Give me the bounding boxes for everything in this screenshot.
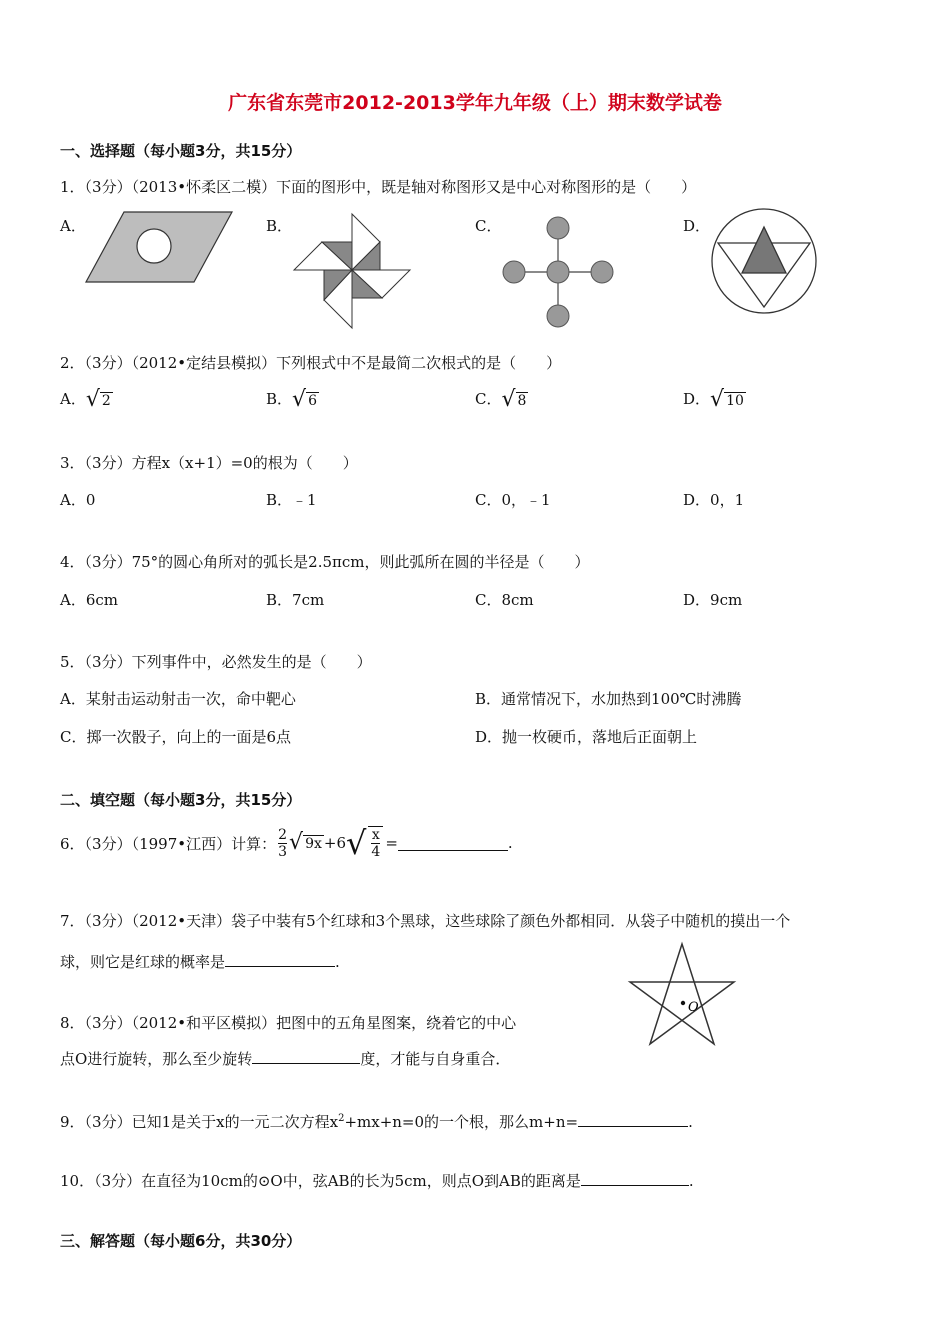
question-7-line-2 (60, 951, 340, 972)
q1-option-b-label: B． (266, 217, 293, 235)
q4-option-b: B．7cm (266, 591, 325, 609)
q2-option-b (266, 388, 319, 411)
cross-dots-figure (500, 214, 616, 330)
radical-sign-icon: √ (501, 387, 516, 412)
section-heading-choice: 一、选择题（每小题3分，共15分） (60, 142, 302, 160)
q10-period: . (688, 1172, 694, 1190)
q1-option-a-label: A． (60, 217, 86, 235)
question-6 (60, 826, 513, 860)
q2-c-radicand: 8 (517, 392, 527, 409)
q7-answer-blank[interactable] (225, 952, 335, 967)
q5-option-d: D．抛一枚硬币，落地后正面朝上 (475, 728, 698, 746)
q9-period: . (688, 1113, 693, 1131)
q9-exponent: 2 (338, 1113, 345, 1124)
q8-answer-blank[interactable] (252, 1049, 360, 1064)
fraction-two-thirds (278, 827, 287, 860)
radical-sign-icon: √ (289, 830, 304, 855)
radical-sign-icon: √ (85, 387, 100, 412)
question-4-stem: 4．（3分）75°的圆心角所对的弧长是2.5πcm，则此弧所在圆的半径是（ ） (60, 553, 590, 571)
radical-sign-icon: √ (292, 387, 307, 412)
question-8-line-1: 8．（3分）（2012•和平区模拟）把图中的五角星图案，绕着它的中心 (60, 1014, 517, 1032)
question-2-stem: 2．（3分）（2012•定结县模拟）下列根式中不是最简二次根式的是（ ） (60, 354, 562, 372)
q2-option-d-label: D． (683, 390, 711, 408)
q6-plus-six: +6 (323, 834, 347, 852)
q6-answer-blank[interactable] (398, 836, 508, 851)
fraction-x-over-4 (368, 826, 383, 860)
q5-option-c: C．掷一次骰子，向上的一面是6点 (60, 728, 292, 746)
q2-option-c (475, 388, 528, 411)
fraction-numerator: 2 (278, 826, 288, 843)
q9-answer-blank[interactable] (578, 1112, 688, 1127)
q10-text: 10．（3分）在直径为10cm的⊙O中，弦AB的长为5cm，则点O到AB的距离是 (60, 1172, 581, 1190)
q1-option-d-label: D． (683, 217, 711, 235)
q2-option-a-label: A． (60, 390, 86, 408)
question-10 (60, 1170, 694, 1191)
q2-b-radicand: 6 (308, 392, 317, 409)
q3-option-b: B．﹣1 (266, 491, 317, 509)
question-1-stem: 1．（3分）（2013•怀柔区二模）下面的图形中，既是轴对称图形又是中心对称图形的是（ ） (60, 178, 697, 196)
question-7-line-1: 7．（3分）（2012•天津）袋子中装有5个红球和3个黑球，这些球除了颜色外都相同．从袋子中随机的摸出一个 (60, 912, 791, 930)
q4-option-d: D．9cm (683, 591, 743, 609)
q3-option-a: A．0 (60, 491, 96, 509)
section-heading-fill-blank: 二、填空题（每小题3分，共15分） (60, 791, 302, 809)
fraction-denominator: 4 (371, 844, 381, 860)
star-center-label: O (688, 1000, 699, 1015)
q9-text-b: +mx+n=0的一个根，那么m+n= (344, 1113, 579, 1131)
question-9 (60, 1111, 693, 1132)
question-6-stem: 6．（3分）（1997•江西）计算： (60, 834, 277, 853)
q1-option-c-label: C． (475, 217, 502, 235)
q3-option-c: C．0，﹣1 (475, 491, 551, 509)
q8-text-b: 度，才能与自身重合． (360, 1050, 511, 1068)
fraction-numerator: x (371, 827, 380, 843)
circle-triangle-figure (708, 205, 820, 317)
q2-d-radicand: 10 (726, 392, 744, 409)
page-title: 广东省东莞市2012-2013学年九年级（上）期末数学试卷 (228, 92, 722, 114)
q2-option-b-label: B． (266, 390, 293, 408)
q8-text-a: 点O进行旋转，那么至少旋转 (60, 1050, 253, 1068)
q3-option-d: D．0，1 (683, 491, 745, 509)
q6-radicand-9x: 9x (305, 835, 322, 852)
question-5-stem: 5．（3分）下列事件中，必然发生的是（ ） (60, 653, 372, 671)
q4-option-c: C．8cm (475, 591, 534, 609)
q2-option-a (60, 388, 113, 411)
q5-option-b: B．通常情况下，水加热到100℃时沸腾 (475, 690, 742, 708)
radical-sign-icon: √ (710, 387, 725, 412)
q10-answer-blank[interactable] (581, 1171, 689, 1186)
q6-period: . (507, 834, 513, 852)
q2-a-radicand: 2 (101, 392, 111, 409)
q9-text-a: 9．（3分）已知1是关于x的一元二次方程x (60, 1113, 339, 1131)
section-heading-solve: 三、解答题（每小题6分，共30分） (60, 1232, 302, 1250)
fraction-denominator: 3 (278, 843, 288, 860)
question-3-stem: 3．（3分）方程x（x+1）=0的根为（ ） (60, 454, 358, 472)
q4-option-a: A．6cm (60, 591, 119, 609)
q2-option-d (683, 388, 746, 411)
q2-option-c-label: C． (475, 390, 502, 408)
q6-equals: = (385, 834, 398, 852)
five-pointed-star-figure (626, 940, 738, 1050)
question-8-line-2 (60, 1048, 510, 1069)
pinwheel-figure (292, 212, 412, 330)
q5-option-a: A．某射击运动射击一次，命中靶心 (60, 690, 296, 708)
radical-sign-icon: √ (346, 824, 367, 862)
q7-period: . (335, 953, 340, 971)
parallelogram-figure (84, 210, 234, 285)
q7-text: 球，则它是红球的概率是 (60, 953, 226, 971)
